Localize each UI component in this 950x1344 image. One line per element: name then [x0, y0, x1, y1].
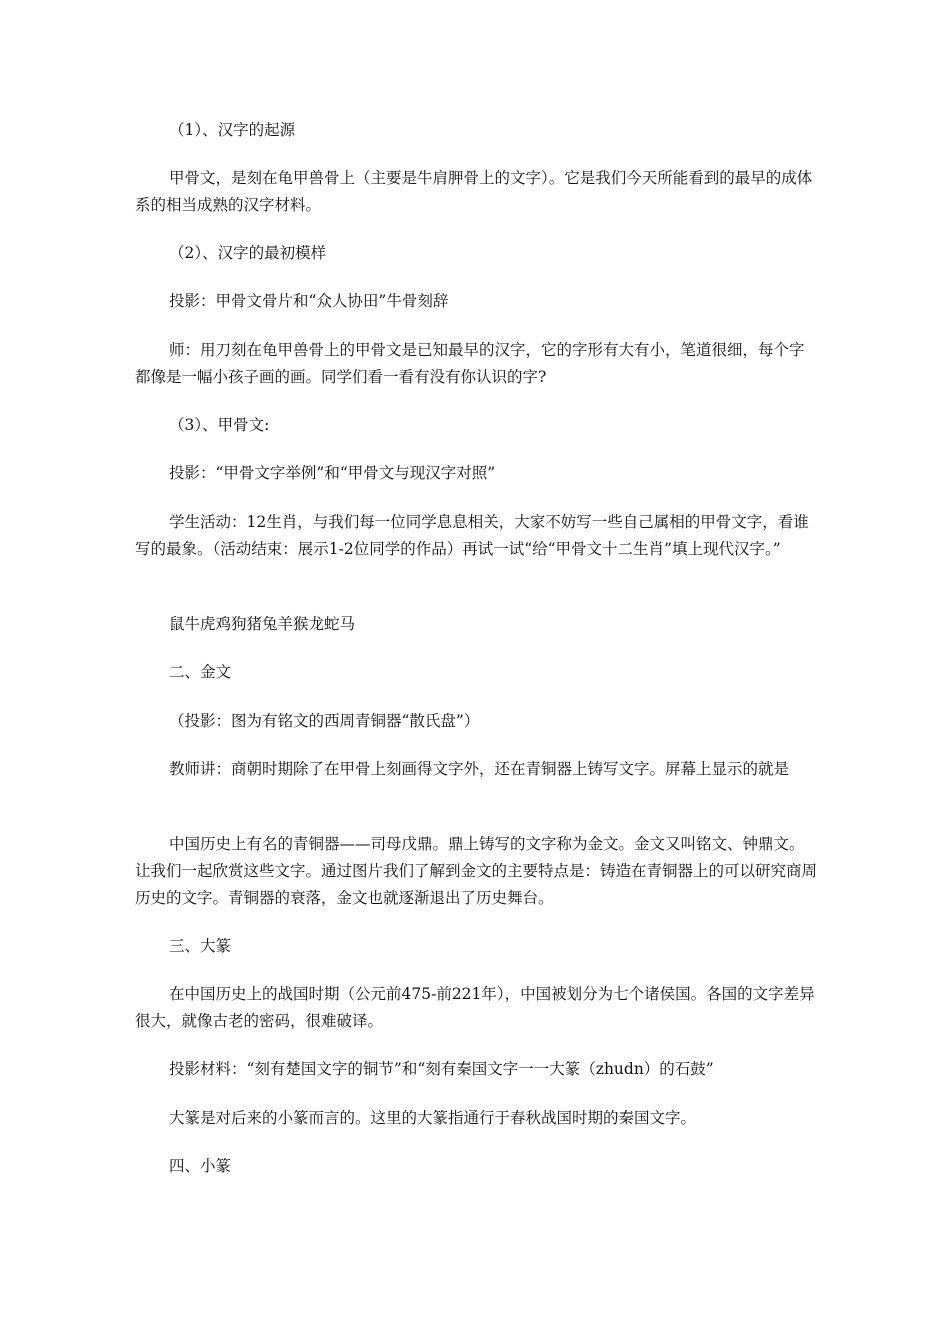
paragraph-projection-1: 投影：甲骨文骨片和“众人协田”牛骨刻辞 — [169, 292, 449, 310]
heading-initial-form: （2）、汉字的最初模样 — [169, 244, 327, 262]
paragraph-warring-states: 在中国历史上的战国时期（公元前475-前221年），中国被划分为七个诸侯国。各国的文字差异很大，就像古老的密码，很难破译。 — [135, 985, 815, 1030]
heading-oracle-bone: （3）、甲骨文: — [169, 416, 270, 434]
paragraph-teacher-2: 教师讲：商朝时期除了在甲骨上刻画得文字外，还在青铜器上铸写文字。屏幕上显示的就是 — [169, 760, 790, 778]
paragraph-projection-3: （投影：图为有铭文的西周青铜器“散氏盘”） — [169, 712, 480, 730]
paragraph-oracle-bone-intro: 甲骨文，是刻在龟甲兽骨上（主要是牛肩胛骨上的文字）。它是我们今天所能看到的最早的成体系的相当成熟的汉字材料。 — [135, 169, 813, 214]
paragraph-zodiac: 鼠牛虎鸡狗猪兔羊猴龙蛇马 — [169, 615, 356, 633]
paragraph-student-activity: 学生活动：12生肖，与我们每一位同学息息相关，大家不妨写一些自己属相的甲骨文字，看谁写的最象。（活动结束：展示1-2位同学的作品）再试一试“给“甲骨文十二生肖”填上现代汉字。” — [135, 513, 809, 558]
paragraph-projection-4: 投影材料：“刻有楚国文字的铜节”和“刻有秦国文字一一大篆（zhudn）的石鼓” — [169, 1060, 714, 1078]
heading-small-seal: 四、小篆 — [169, 1157, 232, 1175]
paragraph-teacher-1: 师：用刀刻在龟甲兽骨上的甲骨文是已知最早的汉字，它的字形有大有小，笔道很细，每个字都像是一幅小孩子画的画。同学们看一看有没有你认识的字? — [135, 341, 805, 386]
paragraph-projection-2: 投影：“甲骨文字举例”和“甲骨文与现汉字对照” — [169, 464, 496, 482]
heading-origin: （1）、汉字的起源 — [169, 121, 296, 139]
heading-great-seal: 三、大篆 — [169, 937, 232, 955]
paragraph-great-seal-def: 大篆是对后来的小篆而言的。这里的大篆指通行于春秋战国时期的秦国文字。 — [169, 1109, 697, 1127]
paragraph-bronze-detail: 中国历史上有名的青铜器——司母戊鼎。鼎上铸写的文字称为金文。金文又叫铭文、钟鼎文。让我们一起欣赏这些文字。通过图片我们了解到金文的主要特点是：铸造在青铜器上的可以研究商周历史的文字。青铜器的衰落，金文也就逐渐退出了历史舞台。 — [135, 835, 818, 907]
heading-bronze-script: 二、金文 — [169, 663, 232, 681]
